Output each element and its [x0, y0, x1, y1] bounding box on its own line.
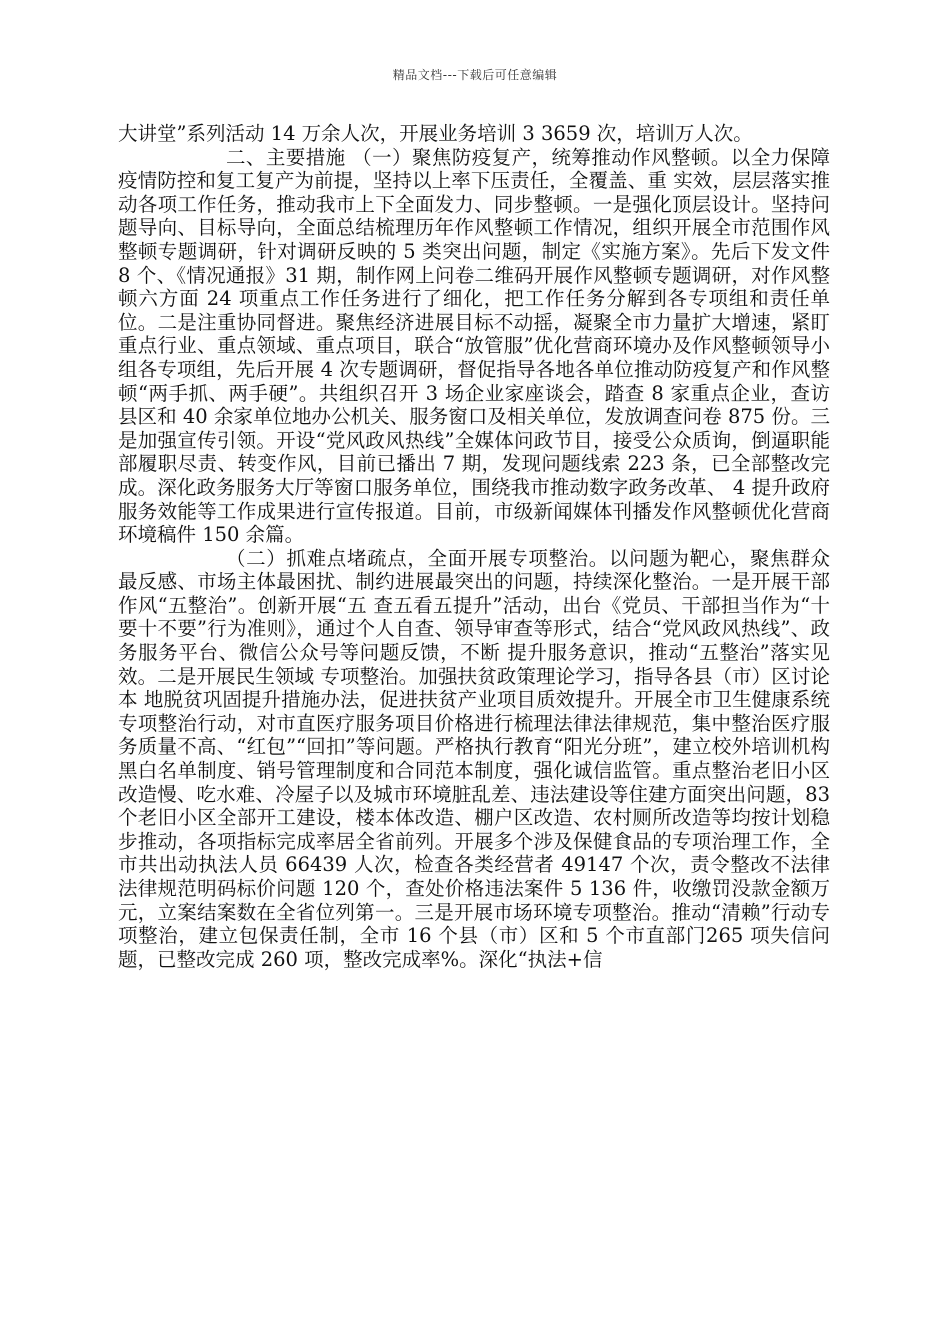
document-body: [118, 122, 830, 971]
paragraph-main-measures: 二、主要措施 （一）聚焦防疫复产，统筹推动作风整顿。以全力保障疫情防控和复工复产为前提，坚持以上率下压责任，全覆盖、重 实效，层层落实推动各项工作任务，推动我市上下全面发力、同步整顿。一是强化顶层设计。坚持问题导向、目标导向，全面总结梳理历年作风整顿工作情况，组织开展全市范围作风整顿专题调研，针对调研反映的 5 类突出问题，制定《实施方案》。先后下发文件 8 个、《情况通报》31 期，制作网上问卷二维码开展作风整顿专题调研，对作风整顿六方面 24 项重点工作任务进行了细化，把工作任务分解到各专项组和责任单位。二是注重协同督进。聚焦经济进展目标不动摇，凝聚全市力量扩大增速，紧盯重点行业、重点领域、重点项目，联合“放管服”优化营商环境办及作风整顿领导小组各专项组，先后开展 4 次专题调研，督促指导各地各单位推动防疫复产和作风整顿“两手抓、两手硬”。共组织召开 3 场企业家座谈会，踏查 8 家重点企业，查访县区和 40 余家单位地办公机关、服务窗口及相关单位，发放调查问卷 875 份。三是加强宣传引领。开设“党风政风热线”全媒体问政节目，接受公众质询，倒逼职能部履职尽责、转变作风，目前已播出 7 期，发现问题线索 223 条，已全部整改完成。深化政务服务大厅等窗口服务单位，围绕我市推动数字政务改革、 4 提升政府服务效能等工作成果进行宣传报道。目前，市级新闻媒体刊播发作风整顿优化营商环境稿件 150 余篇。: [118, 145, 830, 547]
paragraph-special-rectification: （二）抓难点堵疏点，全面开展专项整治。以问题为靶心，聚焦群众最反感、市场主体最困扰、制约进展最突出的问题，持续深化整治。一是开展干部作风“五整治”。创新开展“五 查五看五提升”活动，出台《党员、干部担当作为“十要十不要”行为准则》，通过个人自查、领导审查等形式，结合“党风政风热线”、政务服务平台、微信公众号等问题反馈，不断 提升服务意识，推动“五整治”落实见效。二是开展民生领域 专项整治。加强扶贫政策理论学习，指导各县（市）区讨论本 地脱贫巩固提升措施办法，促进扶贫产业项目质效提升。开展全市卫生健康系统专项整治行动，对市直医疗服务项目价格进行梳理法律法律规范，集中整治医疗服务质量不高、“红包”“回扣”等问题。严格执行教育“阳光分班”，建立校外培训机构黑白名单制度、销号管理制度和合同范本制度，强化诚信监管。重点整治老旧小区改造慢、吃水难、冷屋子以及城市环境脏乱差、违法建设等住建方面突出问题，83 个老旧小区全部开工建设，楼本体改造、棚户区改造、农村厕所改造等均按计划稳步推动，各项指标完成率居全省前列。开展多个涉及保健食品的专项治理工作，全市共出动执法人员 66439 人次，检查各类经营者 49147 个次，责令整改不法律法律规范明码标价问题 120 个，查处价格违法案件 5 136 件，收缴罚没款金额万元，立案结案数在全省位列第一。三是开展市场环境专项整治。推动“清赖”行动专项整治，建立包保责任制，全市 16 个县（市）区和 5 个市直部门265 项失信问题，已整改完成 260 项，整改完成率%。深化“执法+信: [118, 546, 830, 971]
paragraph-continuation: 大讲堂”系列活动 14 万余人次，开展业务培训 3 3659 次，培训万人次。: [118, 122, 753, 145]
page-header-watermark: 精品文档---下载后可任意编辑: [392, 68, 558, 82]
